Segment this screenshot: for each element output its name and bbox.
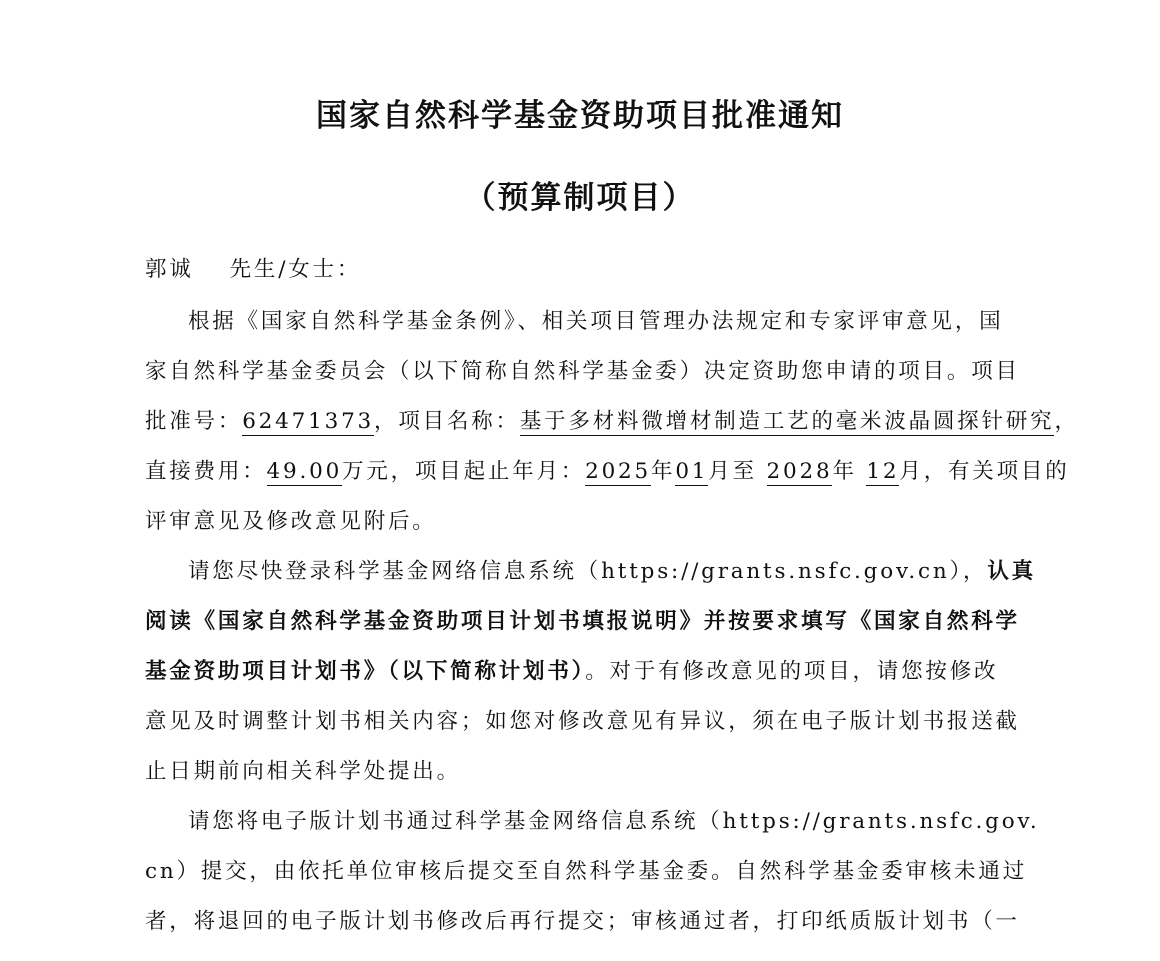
p2-line5: 止日期前向相关科学处提出。	[145, 759, 461, 784]
p2-line3	[145, 647, 1007, 697]
direct-cost: 49.00	[266, 459, 343, 484]
p1-line2: 家自然科学基金委员会（以下简称自然科学基金委）决定资助您申请的项目。项目	[145, 359, 1020, 384]
end-year: 2028	[766, 459, 833, 484]
label-approval-number: 批准号：	[145, 409, 243, 434]
month-to: 月至	[708, 459, 757, 484]
project-number: 62471373	[242, 409, 375, 434]
label-period: 万元，项目起止年月：	[342, 459, 586, 484]
paragraph-instructions	[145, 547, 1036, 797]
p2-line3-text: 。对于有修改意见的项目，请您按修改	[585, 659, 999, 684]
year-char: 年	[832, 459, 857, 484]
p2-line1-text: 请您尽快登录科学基金网络信息系统（https://grants.nsfc.gov.cn），	[188, 559, 988, 584]
p3-line3: 者，将退回的电子版计划书修改后再行提交；审核通过者，打印纸质版计划书（一	[145, 909, 1020, 934]
salutation-suffix: 先生/女士：	[229, 257, 362, 282]
label-direct-cost: 直接费用：	[145, 459, 267, 484]
document-subtitle: （预算制项目）	[464, 180, 696, 216]
p2-line1-bold: 认真	[987, 559, 1036, 584]
p2-line1	[145, 547, 1036, 597]
p1-line3	[145, 397, 1079, 447]
p1-line5: 评审意见及修改意见附后。	[145, 509, 437, 534]
p1-line3-post: ，	[1054, 409, 1079, 434]
p2-line2: 阅读《国家自然科学基金资助项目计划书填报说明》并按要求填写《国家自然科学	[145, 609, 1020, 634]
p1-line4	[145, 447, 1070, 497]
p3-line1: 请您将电子版计划书通过科学基金网络信息系统（https://grants.nsfc.gov.	[188, 809, 1040, 834]
salutation	[145, 245, 1007, 295]
start-year: 2025	[585, 459, 652, 484]
document-title: 国家自然科学基金资助项目批准通知	[316, 98, 844, 134]
p3-line2: cn）提交，由依托单位审核后提交至自然科学基金委。自然科学基金委审核未通过	[145, 859, 1027, 884]
p2-line3-bold: 基金资助项目计划书》（以下简称计划书）	[145, 659, 586, 684]
p1-line1: 根据《国家自然科学基金条例》、相关项目管理办法规定和专家评审意见，国	[188, 309, 1004, 334]
year-char: 年	[651, 459, 676, 484]
paragraph-approval	[145, 297, 1079, 547]
recipient-name: 郭诚	[145, 257, 194, 282]
p1-line4-post: 月，有关项目的	[899, 459, 1070, 484]
project-name: 基于多材料微增材制造工艺的毫米波晶圆探针研究	[519, 409, 1055, 434]
label-project-name: ，项目名称：	[374, 409, 520, 434]
start-month: 01	[675, 459, 709, 484]
end-month: 12	[866, 459, 900, 484]
p2-line4: 意见及时调整计划书相关内容；如您对修改意见有异议，须在电子版计划书报送截	[145, 709, 1020, 734]
paragraph-submission	[145, 797, 1040, 947]
